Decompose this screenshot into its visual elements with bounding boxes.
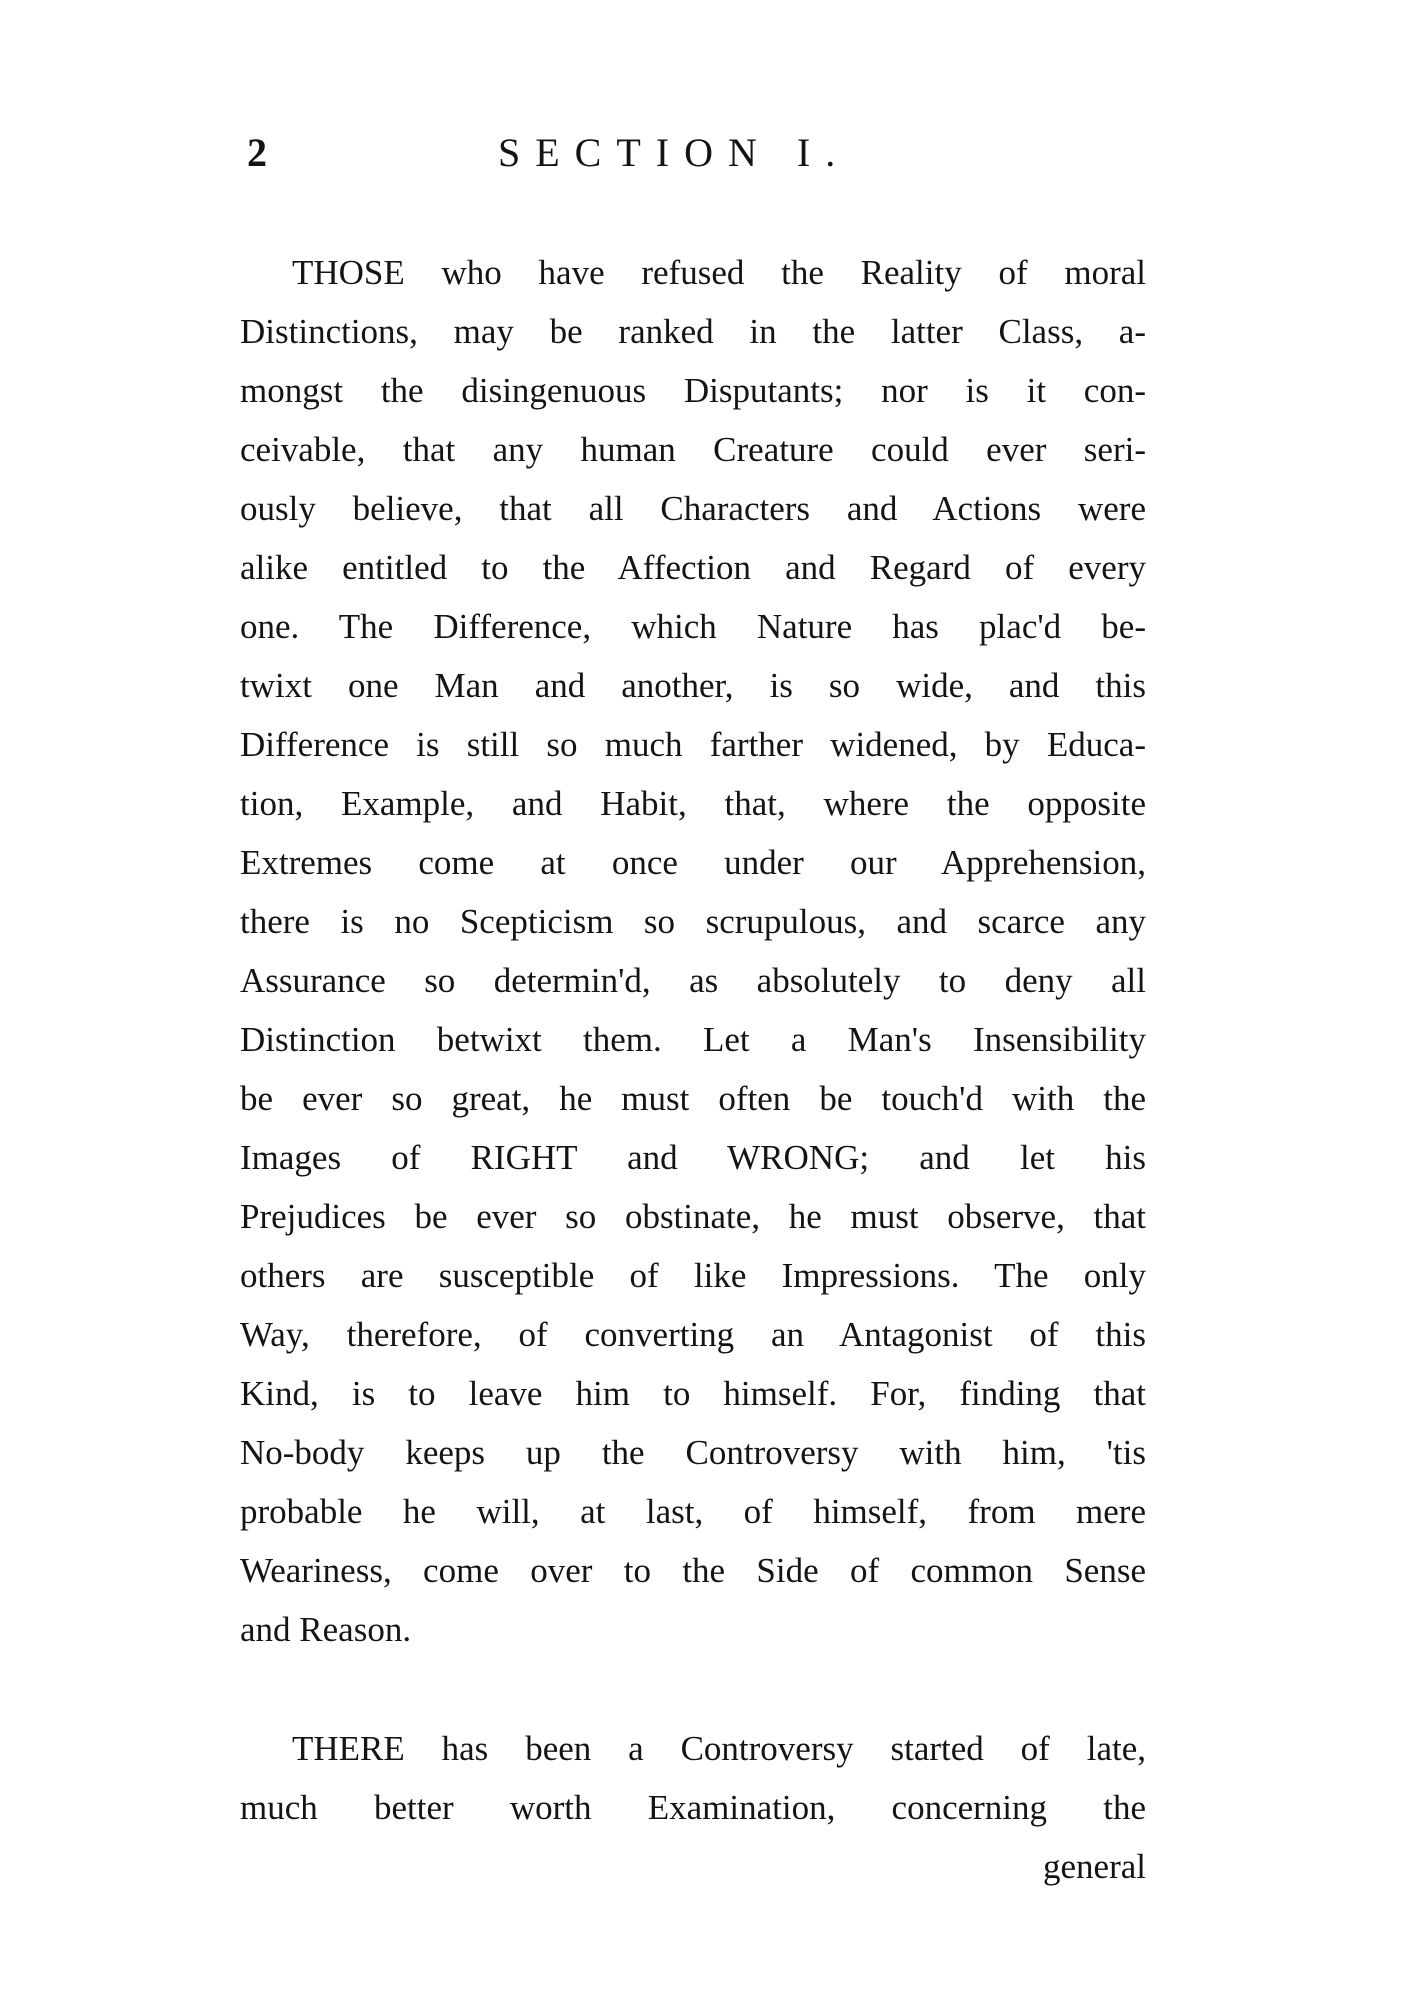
text-line: THERE has been a Controversy started of late, xyxy=(292,1729,1146,1768)
text-line: alike entitled to the Affection and Regard of every xyxy=(240,548,1146,587)
text-line: Images of RIGHT and WRONG; and let his xyxy=(240,1138,1146,1177)
running-head: SECTION I. xyxy=(498,130,851,175)
paragraph-2 xyxy=(240,1719,1146,1837)
text-line: tion, Example, and Habit, that, where the opposite xyxy=(240,784,1146,823)
text-line: twixt one Man and another, is so wide, and this xyxy=(240,666,1146,705)
text-line: probable he will, at last, of himself, from mere xyxy=(240,1492,1146,1531)
text-line: THOSE who have refused the Reality of moral xyxy=(292,253,1146,292)
text-line: Kind, is to leave him to himself. For, finding that xyxy=(240,1374,1146,1413)
text-line: Distinctions, may be ranked in the latter Class, a- xyxy=(240,312,1146,351)
catchword: general xyxy=(1043,1847,1146,1886)
text-line: Assurance so determin'd, as absolutely to deny all xyxy=(240,961,1146,1000)
text-line: one. The Difference, which Nature has plac'd be- xyxy=(240,607,1146,646)
text-line: No-body keeps up the Controversy with him, 'tis xyxy=(240,1433,1146,1472)
text-line: Distinction betwixt them. Let a Man's Insensibility xyxy=(240,1020,1146,1059)
text-line: and Reason. xyxy=(240,1610,412,1649)
text-line: Way, therefore, of converting an Antagonist of this xyxy=(240,1315,1146,1354)
text-line: Extremes come at once under our Apprehension, xyxy=(240,843,1146,882)
text-line: others are susceptible of like Impressions. The only xyxy=(240,1256,1146,1295)
text-line: ously believe, that all Characters and Actions were xyxy=(240,489,1146,528)
text-line: Difference is still so much farther widened, by Educa- xyxy=(240,725,1146,764)
text-line: Weariness, come over to the Side of common Sense xyxy=(240,1551,1146,1590)
text-line: be ever so great, he must often be touch'd with the xyxy=(240,1079,1146,1118)
text-line: Prejudices be ever so obstinate, he must observe, that xyxy=(240,1197,1146,1236)
text-line: ceivable, that any human Creature could ever seri- xyxy=(240,430,1146,469)
text-line: there is no Scepticism so scrupulous, and scarce any xyxy=(240,902,1146,941)
text-line: mongst the disingenuous Disputants; nor is it con- xyxy=(240,371,1146,410)
text-line: much better worth Examination, concerning the xyxy=(240,1788,1146,1827)
page-number: 2 xyxy=(247,130,267,175)
paragraph-1 xyxy=(240,243,1146,1659)
